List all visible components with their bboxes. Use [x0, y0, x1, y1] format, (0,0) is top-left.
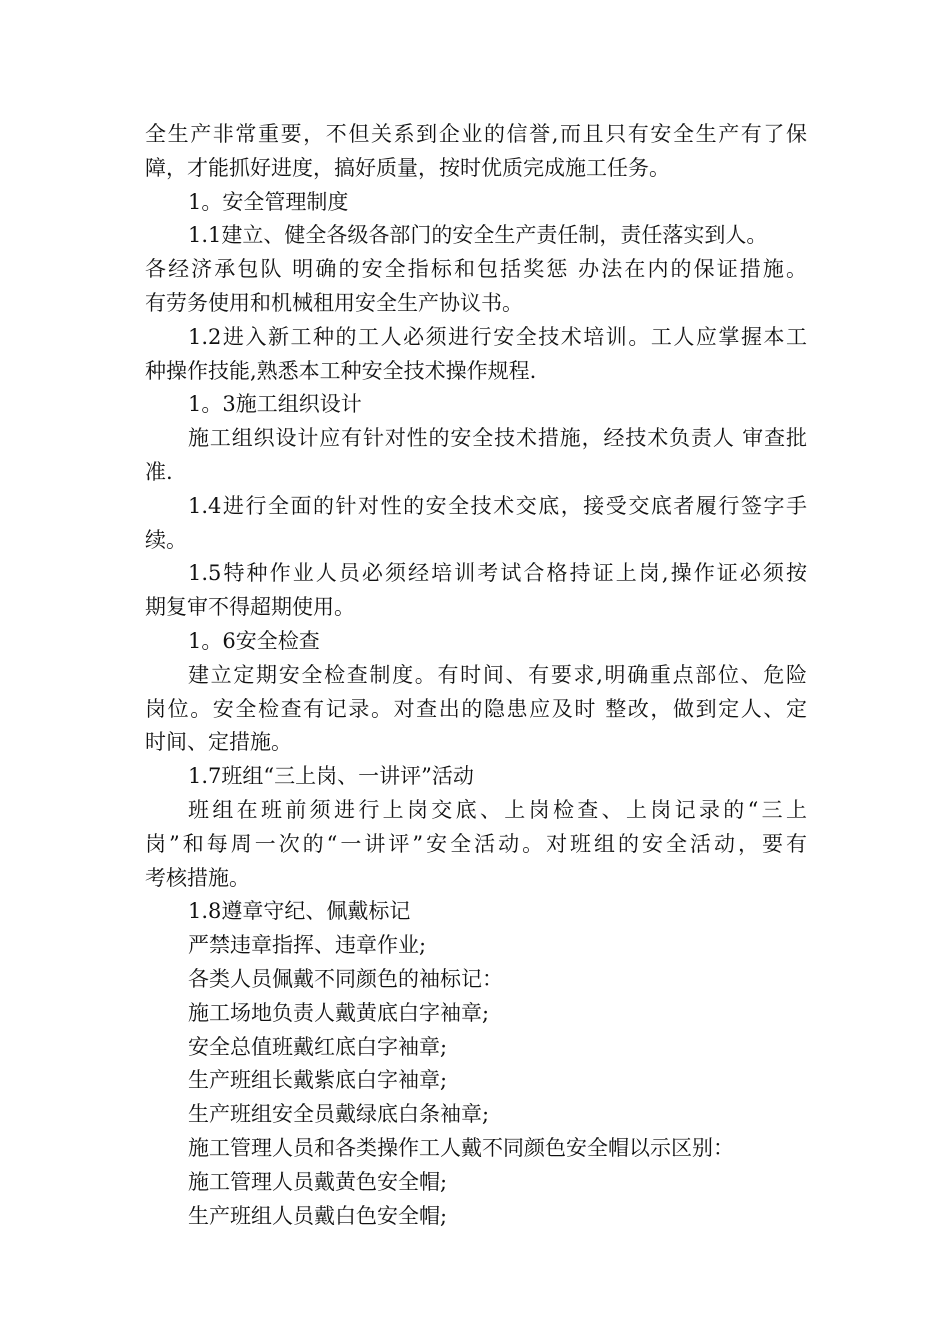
text-line: 时间、定措施。 [145, 730, 292, 755]
text-line: 有劳务使用和机械租用安全生产协议书。 [145, 290, 523, 315]
text-line: 考核措施。 [145, 865, 250, 890]
text-line: 岗位。安全检查有记录。对查出的隐患应及时 整改，做到定人、定 [145, 696, 807, 721]
document-body [145, 118, 807, 1233]
text-line: 班组在班前须进行上岗交底、上岗检查、上岗记录的“三上 [188, 797, 807, 822]
text-line: 建立定期安全检查制度。有时间、有要求,明确重点部位、危险 [188, 662, 807, 687]
section-heading: 1.7班组“三上岗、一讲评”活动 [188, 764, 474, 789]
text-line: 续。 [145, 527, 187, 552]
text-line: 生产班组安全员戴绿底白条袖章; [188, 1102, 490, 1127]
text-line: 种操作技能,熟悉本工种安全技术操作规程. [145, 358, 537, 383]
text-line: 障，才能抓好进度，搞好质量，按时优质完成施工任务。 [145, 155, 670, 180]
text-line: 各类人员佩戴不同颜色的袖标记： [188, 966, 503, 991]
text-line: 施工管理人员和各类操作工人戴不同颜色安全帽以示区别： [188, 1135, 734, 1160]
text-line: 施工管理人员戴黄色安全帽; [188, 1169, 448, 1194]
text-line: 生产班组长戴紫底白字袖章; [188, 1068, 448, 1093]
text-line: 1.2进入新工种的工人必须进行安全技术培训。工人应掌握本工 [188, 324, 807, 349]
text-line: 1.4进行全面的针对性的安全技术交底，接受交底者履行签字手 [188, 493, 807, 518]
text-line: 生产班组人员戴白色安全帽; [188, 1203, 448, 1228]
text-line: 1.1建立、健全各级各部门的安全生产责任制，责任落实到人。 [188, 223, 768, 248]
text-line: 岗”和每周一次的“一讲评”安全活动。对班组的安全活动，要有 [145, 831, 807, 856]
text-line: 施工组织设计应有针对性的安全技术措施，经技术负责人 审查批 [188, 426, 807, 451]
text-line: 施工场地负责人戴黄底白字袖章; [188, 1000, 490, 1025]
text-line: 安全总值班戴红底白字袖章; [188, 1034, 448, 1059]
section-heading: 1.8遵章守纪、佩戴标记 [188, 899, 411, 924]
text-line: 各经济承包队 明确的安全指标和包括奖惩 办法在内的保证措施。 [145, 257, 807, 282]
section-heading: 1。3施工组织设计 [188, 392, 362, 417]
text-line: 1.5特种作业人员必须经培训考试合格持证上岗,操作证必须按 [188, 561, 807, 586]
text-line: 期复审不得超期使用。 [145, 595, 355, 620]
text-line: 全生产非常重要，不但关系到企业的信誉,而且只有安全生产有了保 [145, 122, 807, 146]
text-line: 准. [145, 459, 173, 484]
section-heading: 1。安全管理制度 [188, 189, 349, 214]
section-heading: 1。6安全检查 [188, 628, 320, 653]
text-line: 严禁违章指挥、违章作业; [188, 933, 427, 958]
